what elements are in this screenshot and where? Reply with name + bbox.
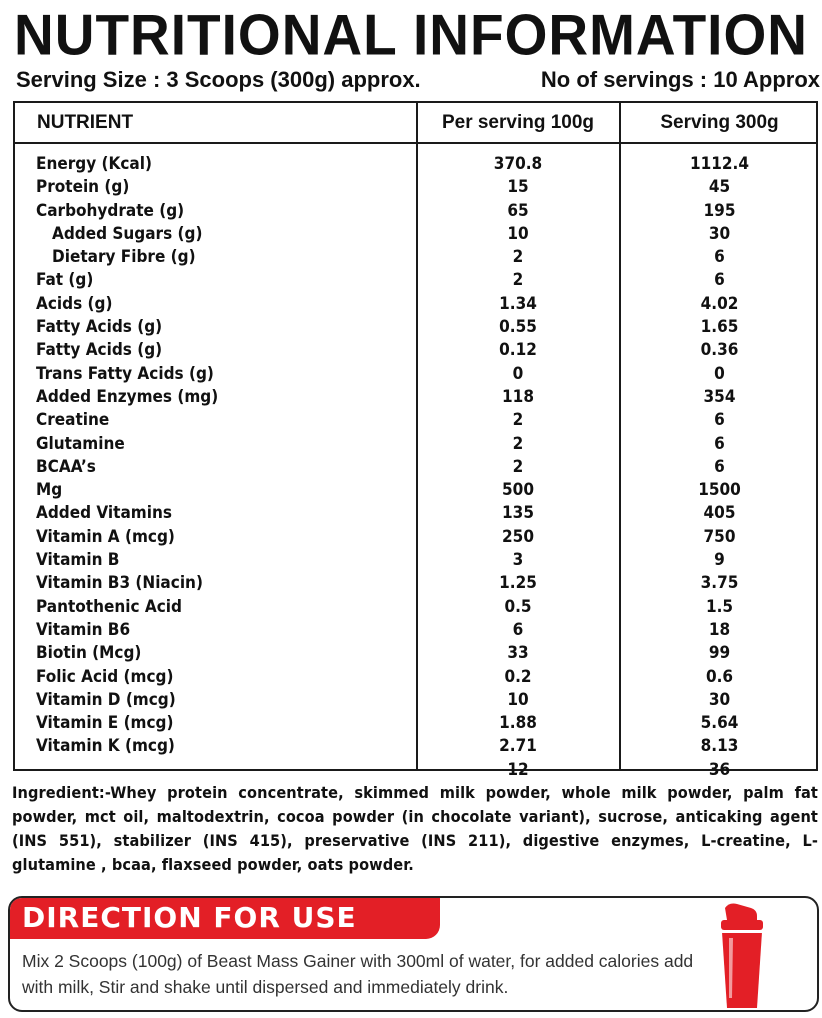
header-nutrient: NUTRIENT [37,112,134,133]
table-row [15,246,816,269]
value-per-100g: 250 [502,526,534,547]
value-per-100g: 118 [502,386,534,407]
value-per-300g: 6 [714,270,725,291]
direction-title: DIRECTION FOR USE [22,901,357,934]
value-per-300g: 750 [703,526,736,547]
table-row [15,735,816,758]
shaker-bottle-icon [707,902,777,1008]
value-per-300g: 4.02 [700,293,739,314]
value-per-100g: 0.5 [504,596,532,617]
direction-panel [8,896,819,1012]
table-row [15,572,816,595]
table-row [15,409,816,432]
table-row [15,596,816,619]
value-per-100g: 1.88 [499,713,537,734]
serving-size: Serving Size : 3 Scoops (300g) approx. [16,67,421,92]
nutrient-name: Glutamine [36,433,125,454]
value-per-100g: 2 [512,270,524,291]
value-per-300g: 1112.4 [689,154,750,174]
nutrient-name: Fatty Acids (g) [36,317,163,338]
value-per-300g: 99 [708,643,731,664]
nutrient-name: Vitamin D (mcg) [36,689,176,710]
value-per-300g: 0 [714,363,725,384]
value-per-100g: 0.2 [504,666,532,687]
value-per-300g: 405 [703,503,736,524]
nutrient-name: Dietary Fibre (g) [52,247,196,268]
value-per-100g: 2 [512,433,524,454]
servings-count: No of servings : 10 Approx [540,67,820,92]
value-per-100g: 15 [507,177,529,198]
table-row [15,456,816,479]
nutrient-name: Vitamin A (mcg) [36,526,175,547]
table-row [15,386,816,409]
table-row [15,479,816,502]
value-per-100g: 12 [507,759,529,780]
value-per-100g: 2 [512,410,524,431]
nutrient-name: Vitamin E (mcg) [36,713,174,734]
value-per-300g: 354 [703,386,736,407]
header-per-300g: Serving 300g [660,112,779,133]
nutrient-name: Fatty Acids (g) [36,340,163,361]
table-row [15,200,816,223]
nutrient-name: Protein (g) [36,177,130,198]
nutrient-name: Acids (g) [36,293,113,314]
table-row [15,269,816,292]
nutrient-name: Vitamin B6 [36,619,131,640]
value-per-300g: 5.64 [700,713,739,734]
table-row [15,153,816,176]
table-row [15,316,816,339]
table-row [15,642,816,665]
table-row [15,712,816,735]
value-per-300g: 0.36 [700,340,739,361]
table-row [15,176,816,199]
value-per-300g: 195 [703,200,736,221]
value-per-300g: 8.13 [700,736,739,757]
table-row [15,433,816,456]
value-per-100g: 10 [507,689,529,710]
table-row [15,526,816,549]
table-row [15,619,816,642]
value-per-100g: 1.25 [499,573,537,594]
value-per-100g: 2 [512,247,524,268]
value-per-300g: 1.5 [705,596,734,617]
value-per-100g: 33 [507,643,529,664]
table-row [15,759,816,782]
value-per-100g: 65 [507,200,529,221]
direction-text: Mix 2 Scoops (100g) of Beast Mass Gainer with 300ml of water, for added calories add with milk, Stir and shake until dispersed and immediately drink. [22,951,694,997]
nutrient-name: Trans Fatty Acids (g) [36,363,214,384]
nutrient-name: Energy (Kcal) [36,154,152,174]
value-per-300g: 9 [714,550,725,571]
serving-info [16,66,820,94]
page-title: NUTRITIONAL INFORMATION [14,2,808,68]
header-per-100g: Per serving 100g [441,112,595,133]
nutrient-name: Added Vitamins [36,503,172,524]
nutrient-name: Vitamin B3 (Niacin) [36,573,203,594]
value-per-100g: 0 [512,363,524,384]
value-per-300g: 30 [708,223,731,244]
value-per-100g: 2 [512,456,524,477]
nutrient-rows [15,153,816,782]
table-row [15,293,816,316]
nutrient-name: Added Enzymes (mg) [36,386,219,407]
nutrient-name: Pantothenic Acid [36,596,182,617]
value-per-300g: 3.75 [700,573,739,594]
value-per-300g: 6 [714,247,725,268]
table-row [15,223,816,246]
value-per-300g: 1500 [698,480,741,501]
header-divider [15,142,816,144]
table-row [15,689,816,712]
value-per-100g: 0.55 [499,317,537,338]
nutrient-name: BCAA’s [36,456,96,477]
nutrient-name: Vitamin K (mcg) [36,736,175,757]
value-per-100g: 0.12 [499,340,537,361]
nutrient-name: Added Sugars (g) [52,223,203,244]
value-per-300g: 30 [708,689,731,710]
table-row [15,339,816,362]
table-row [15,502,816,525]
value-per-100g: 6 [512,619,524,640]
value-per-300g: 6 [714,433,725,454]
value-per-300g: 18 [708,619,731,640]
nutrient-name: Mg [36,480,63,501]
value-per-100g: 10 [507,223,529,244]
value-per-100g: 3 [512,550,524,571]
table-row [15,363,816,386]
nutrition-table [13,101,818,780]
nutrient-name: Carbohydrate (g) [36,200,185,221]
value-per-300g: 0.6 [705,666,734,687]
value-per-100g: 500 [502,480,534,501]
value-per-300g: 45 [708,177,731,198]
value-per-300g: 6 [714,456,725,477]
nutrient-name: Creatine [36,410,110,431]
nutrient-name: Vitamin B [36,550,120,571]
value-per-100g: 135 [502,503,534,524]
nutrient-name: Fat (g) [36,270,94,291]
value-per-100g: 370.8 [493,154,543,174]
value-per-300g: 36 [708,759,731,780]
value-per-300g: 6 [714,410,725,431]
value-per-100g: 2.71 [499,736,537,757]
nutrient-name: Biotin (Mcg) [36,643,142,664]
nutrient-name: Folic Acid (mcg) [36,666,174,687]
table-row [15,666,816,689]
direction-tab [8,896,440,939]
value-per-300g: 1.65 [700,317,739,338]
value-per-100g: 1.34 [499,293,537,314]
ingredients-text: Ingredient:-Whey protein concentrate, skimmed milk powder, whole milk powder, palm fat powder, mct oil, maltodextrin, cocoa powder (in chocolate variant), sucrose, anticaking agent (INS 551), stabilizer (INS 415), preservative (INS 211), digestive enzymes, L-creatine, L-glutamine , bcaa, flaxseed powder, oats powder. [12,783,818,874]
table-row [15,549,816,572]
